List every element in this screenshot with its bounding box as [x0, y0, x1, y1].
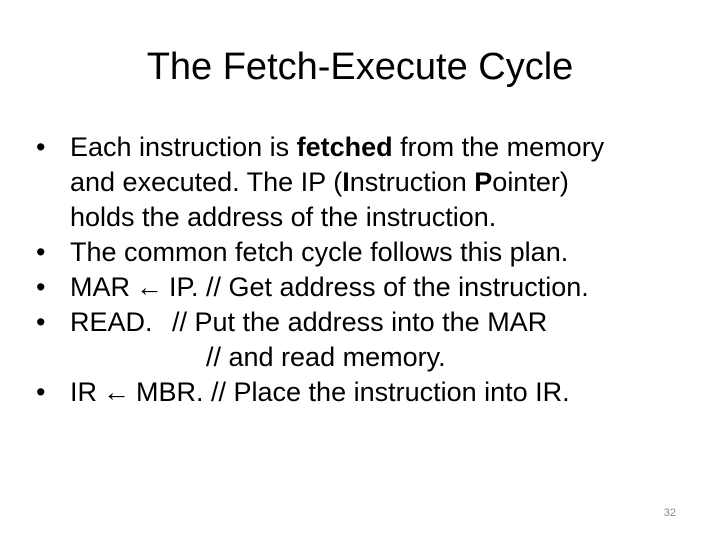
text-run: and executed. The IP ( — [70, 167, 343, 197]
bullet-line — [70, 165, 686, 200]
bullet-list — [36, 130, 686, 410]
text-run: Each instruction is — [70, 132, 297, 162]
bold-letter-i: I — [342, 167, 350, 197]
bullet-dot: • — [36, 237, 46, 267]
bullet-item-fetch-execute — [36, 130, 686, 235]
bullet-line — [70, 270, 686, 305]
code-comment: // Put the address into the MAR — [172, 307, 548, 337]
page-number: 32 — [663, 507, 676, 519]
bullet-line — [70, 305, 686, 340]
left-arrow-icon: ← — [103, 377, 130, 407]
bold-term-fetched: fetched — [296, 132, 393, 162]
text-run: nstruction — [349, 167, 475, 197]
bullet-dot: • — [36, 272, 46, 302]
bullet-line: The common fetch cycle follows this plan. — [70, 237, 569, 267]
register-ir: IR — [70, 377, 97, 407]
text-run: MBR. // Place the instruction into IR. — [136, 377, 570, 407]
bullet-dot: • — [36, 377, 46, 407]
register-mar: MAR — [70, 272, 130, 302]
bullet-item-fetch-plan — [36, 235, 686, 270]
bullet-dot: • — [36, 132, 46, 162]
bullet-line — [70, 130, 686, 165]
bullet-line: holds the address of the instruction. — [70, 202, 497, 232]
bullet-item-read — [36, 305, 686, 375]
read-keyword: READ. — [70, 307, 153, 337]
text-run: ointer) — [492, 167, 569, 197]
text-run: from the memory — [392, 132, 605, 162]
text-run: IP. // Get address of the instruction. — [169, 272, 589, 302]
bullet-item-ir-mbr — [36, 375, 686, 410]
bold-letter-p: P — [474, 167, 493, 197]
left-arrow-icon: ← — [136, 272, 163, 302]
slide-title: The Fetch-Execute Cycle — [146, 46, 574, 88]
code-comment-continuation: // and read memory. — [206, 342, 446, 372]
bullet-dot: • — [36, 307, 46, 337]
bullet-item-mar-ip — [36, 270, 686, 305]
bullet-line — [70, 375, 686, 410]
